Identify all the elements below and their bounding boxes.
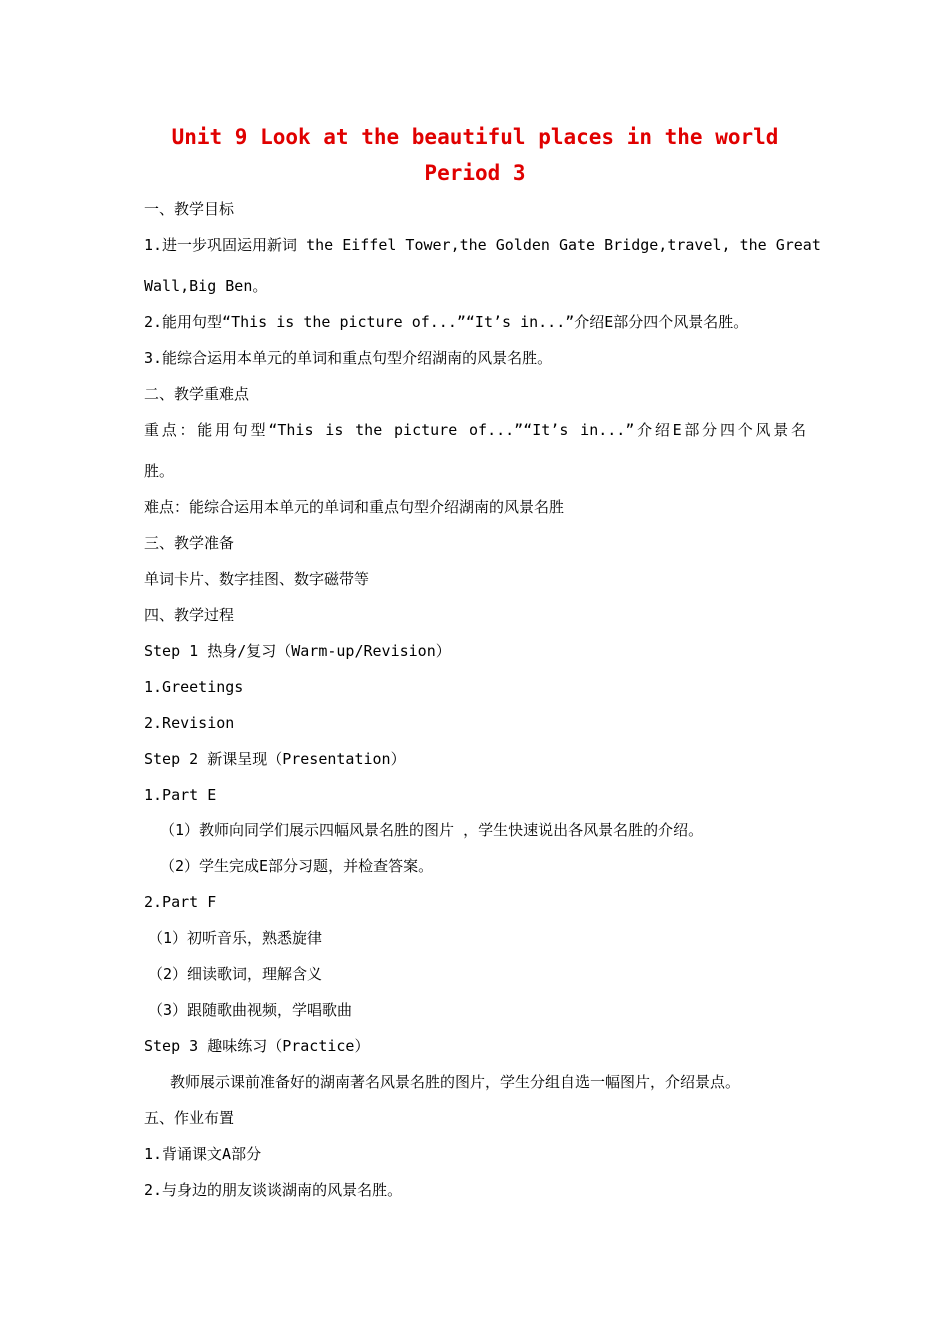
part-f-sub-1: （1）初听音乐，熟悉旋律: [148, 929, 323, 947]
objective-2: 2.能用句型“This is the picture of...”“It’s in...”介绍E部分四个风景名胜。: [144, 313, 749, 331]
homework-item-1: 1.背诵课文A部分: [144, 1145, 262, 1163]
step-2-part-f: 2.Part F: [144, 893, 217, 911]
document-subtitle: Period 3: [424, 161, 526, 185]
step-2-heading: Step 2 新课呈现（Presentation）: [144, 750, 406, 768]
step-3-heading: Step 3 趣味练习（Practice）: [144, 1037, 370, 1055]
part-e-sub-2: （2）学生完成E部分习题，并检查答案。: [160, 857, 434, 875]
section-heading-process: 四、教学过程: [144, 606, 235, 624]
document-title: Unit 9 Look at the beautiful places in the world: [171, 125, 779, 149]
objective-1-line-2: Wall,Big Ben。: [144, 277, 268, 295]
difficult-point: 难点：能综合运用本单元的单词和重点句型介绍湖南的风景名胜: [144, 498, 565, 516]
section-heading-key-points: 二、教学重难点: [144, 385, 250, 403]
preparation-items: 单词卡片、数字挂图、数字磁带等: [144, 570, 370, 588]
section-heading-homework: 五、作业布置: [144, 1109, 235, 1127]
part-f-sub-3: （3）跟随歌曲视频，学唱歌曲: [148, 1001, 353, 1019]
step-1-item-2: 2.Revision: [144, 714, 235, 732]
section-heading-objectives: 一、教学目标: [144, 200, 235, 218]
section-heading-preparation: 三、教学准备: [144, 534, 235, 552]
part-f-sub-2: （2）细读歌词，理解含义: [148, 965, 323, 983]
step-3-description: 教师展示课前准备好的湖南著名风景名胜的图片，学生分组自选一幅图片，介绍景点。: [170, 1073, 741, 1091]
step-1-item-1: 1.Greetings: [144, 678, 244, 696]
key-point-line-2: 胜。: [144, 462, 175, 480]
step-2-part-e: 1.Part E: [144, 786, 217, 804]
part-e-sub-1: （1）教师向同学们展示四幅风景名胜的图片 ，学生快速说出各风景名胜的介绍。: [160, 821, 704, 839]
homework-item-2: 2.与身边的朋友谈谈湖南的风景名胜。: [144, 1181, 403, 1199]
objective-3: 3.能综合运用本单元的单词和重点句型介绍湖南的风景名胜。: [144, 349, 553, 367]
key-point-line-1: 重点：能用句型“This is the picture of...”“It’s in...”介绍E部分四个风景名: [144, 421, 806, 439]
objective-1-line-1: 1.进一步巩固运用新词 the Eiffel Tower,the Golden Gate Bridge,travel, the Great: [144, 236, 821, 254]
step-1-heading: Step 1 热身/复习（Warm-up/Revision）: [144, 642, 451, 660]
